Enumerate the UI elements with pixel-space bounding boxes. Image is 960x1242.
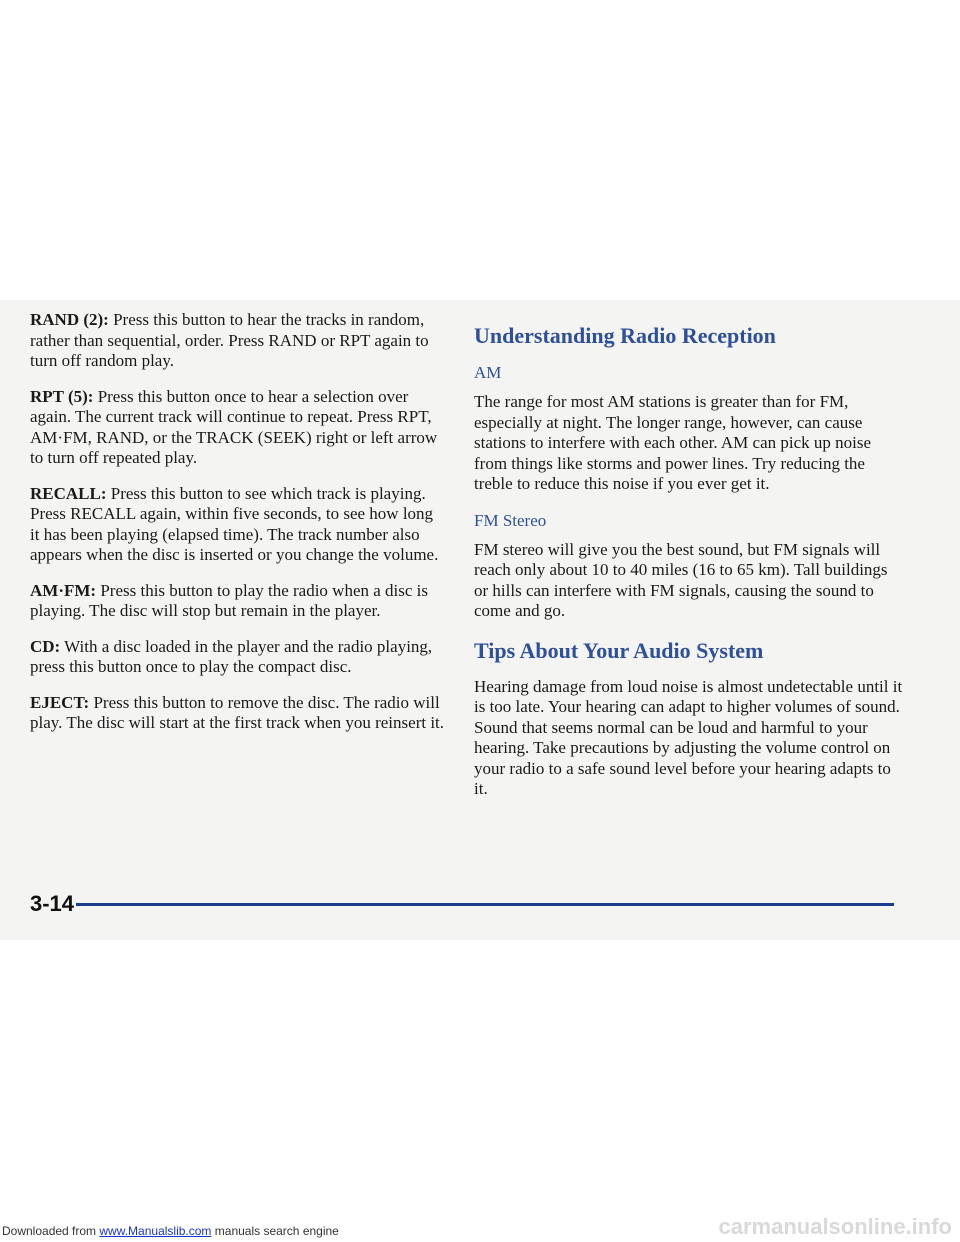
cd-text: With a disc loaded in the player and the radio playing, press this button once to play the compact disc. xyxy=(30,636,433,676)
eject-paragraph xyxy=(30,693,445,734)
footer-rule xyxy=(76,903,894,906)
cd-term: CD: xyxy=(30,636,61,656)
am-paragraph: The range for most AM stations is greater than for FM, especially at night. The longer range, however, can cause stations to interfere with each other. AM can pick up noise from things like storms and power lines. Try reducing the treble to reduce this noise if you ever get it. xyxy=(474,392,872,493)
footer-suffix: manuals search engine xyxy=(211,1224,339,1238)
download-footer xyxy=(2,1224,339,1238)
manualslib-link[interactable]: www.Manualslib.com xyxy=(99,1224,212,1238)
tips-paragraph: Hearing damage from loud noise is almost undetectable until it is too late. Your hearing can adapt to higher volumes of sound. Sound that seems normal can be loud and harmful to your hearing. Take precautions by adjusting the volume control on your radio to a safe sound level before your hearing adapts to it. xyxy=(474,676,903,798)
eject-term: EJECT: xyxy=(30,692,90,712)
page-number: 3-14 xyxy=(30,891,75,916)
cd-paragraph xyxy=(30,637,445,678)
rand-paragraph xyxy=(30,310,445,372)
recall-text: Press this button to see which track is playing. Press RECALL again, within five seconds, to see how long it has been playing (elapsed time). The track number also appears when the disc is inserted or you change the volume. xyxy=(30,483,439,564)
recall-paragraph xyxy=(30,484,445,566)
rpt-paragraph xyxy=(30,387,445,469)
subsection-title-fm-stereo: FM Stereo xyxy=(474,510,547,530)
amfm-paragraph xyxy=(30,581,445,622)
rand-term: RAND (2): xyxy=(30,310,109,329)
amfm-text: Press this button to play the radio when a disc is playing. The disc will stop but remain in the player. xyxy=(30,580,429,620)
rand-text: Press this button to hear the tracks in random, rather than sequential, order. Press RAND or RPT again to turn off random play. xyxy=(30,310,429,370)
section-title-audio-tips: Tips About Your Audio System xyxy=(474,637,764,663)
watermark: carmanualsonline.info xyxy=(718,1214,952,1239)
footer-prefix: Downloaded from xyxy=(2,1224,100,1238)
fm-paragraph: FM stereo will give you the best sound, but FM signals will reach only about 10 to 40 miles (16 to 65 km). Tall buildings or hills can interfere with FM signals, causing the sound to come and go. xyxy=(474,539,888,620)
subsection-title-am: AM xyxy=(474,363,502,382)
amfm-term: AM·FM: xyxy=(30,580,97,600)
right-column xyxy=(474,310,904,815)
section-title-radio-reception: Understanding Radio Reception xyxy=(474,323,776,348)
recall-term: RECALL: xyxy=(30,483,107,503)
rpt-term: RPT (5): xyxy=(30,386,94,406)
left-column xyxy=(30,310,445,749)
rpt-text: Press this button once to hear a selection over again. The current track will continue to repeat. Press RPT, AM·FM, RAND, or the TRACK (SEEK) right or left arrow to turn off repeated play. xyxy=(30,386,438,467)
eject-text: Press this button to remove the disc. The radio will play. The disc will start at the first track when you reinsert it. xyxy=(30,692,445,732)
